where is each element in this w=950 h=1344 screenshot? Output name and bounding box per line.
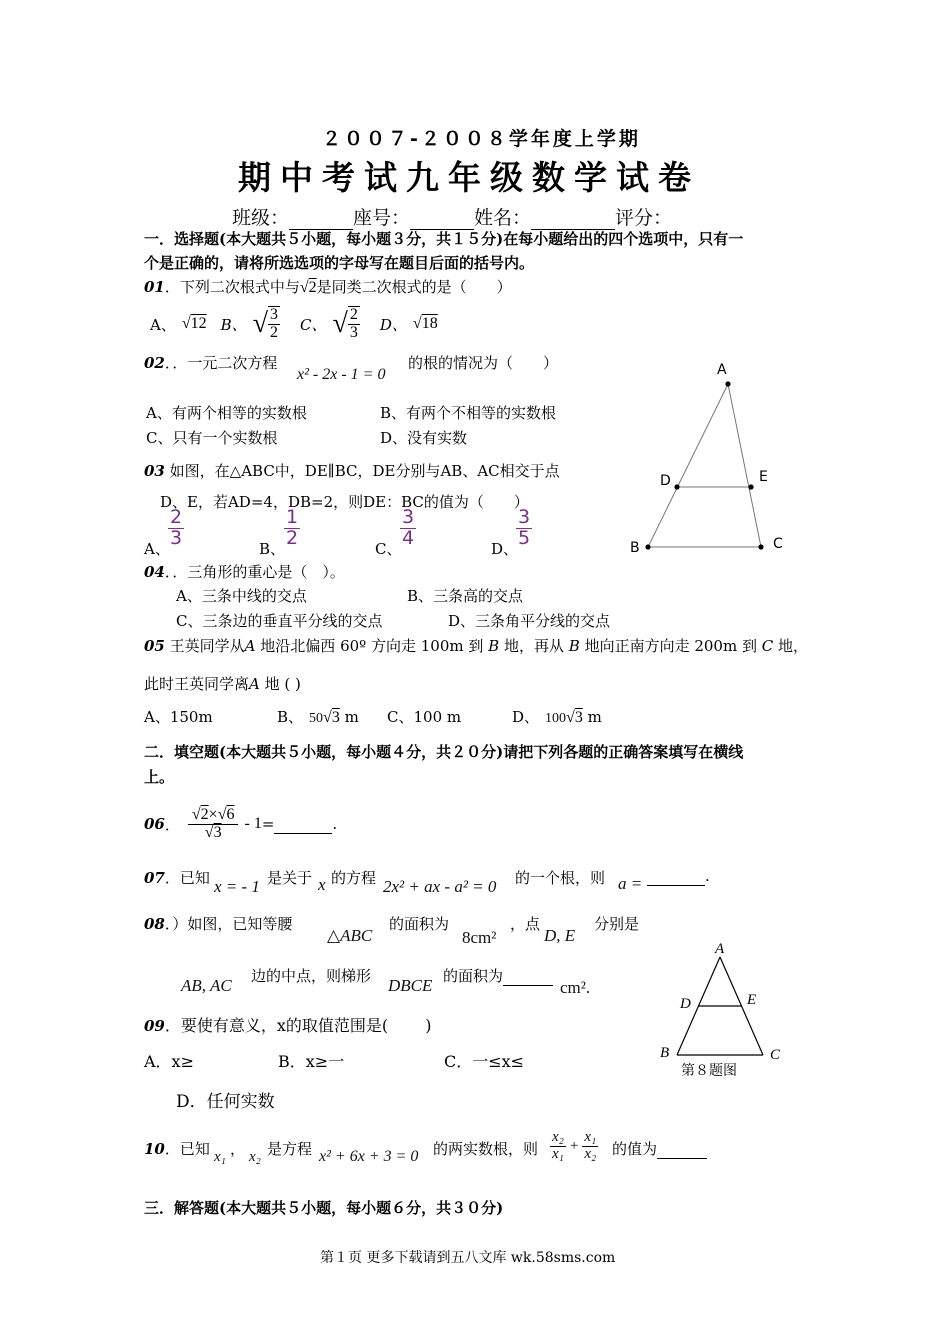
question-06: 06 ． $\frac{√2\times√6}{√3}$ - 1 = .	[144, 805, 338, 841]
triangle-figure-8	[652, 935, 802, 1085]
q05-option-a: A、150m	[144, 708, 213, 726]
q09-option-c: C．一≤x≤	[444, 1052, 525, 1071]
q01-option-a-label: A、	[150, 315, 176, 334]
fig2-label-e: E	[747, 992, 757, 1008]
question-02	[144, 352, 277, 373]
q10-expression: $\frac{\text{x₂}}{\text{x₁}}$ + $\frac{\text{x₁}}{\text{x₂}}$	[552, 1129, 597, 1162]
q08-number: 08	[144, 915, 165, 933]
q04-option-d: D、三条角平分线的交点	[448, 612, 611, 630]
fig2-caption: 第８题图	[681, 1063, 737, 1079]
q03-option-d-frac: $\frac{3}{5}$	[518, 506, 531, 549]
q09-text: ．要使有意义，x的取值范围是( )	[164, 1016, 432, 1035]
q02-option-d: D、没有实数	[380, 429, 468, 447]
q06-fraction: $\frac{√2\times√6}{√3}$	[188, 807, 239, 842]
question-03	[144, 460, 560, 481]
student-info-row	[232, 203, 672, 230]
q10-text-b: 是方程	[267, 1140, 313, 1158]
section3-heading: 三．解答题(本大题共５小题，每小题６分，共３０分)	[144, 1199, 504, 1217]
section1-heading-line1: 一．选择题(本大题共５小题，每小题３分，共１５分)在每小题给出的四个选项中，只有一	[144, 230, 744, 248]
q02-number: 02	[144, 354, 165, 372]
q03-option-c-frac: $\frac{3}{4}$	[402, 506, 415, 549]
q07-text-b: 是关于	[267, 869, 313, 887]
q02-option-a: A、有两个相等的实数根	[146, 404, 307, 422]
name-label: 姓名：	[474, 207, 532, 229]
question-08: 08．）如图，已知等腰	[144, 915, 293, 933]
seat-blank[interactable]	[410, 207, 474, 230]
fig1-point-e	[748, 484, 753, 489]
class-label: 班级：	[232, 207, 290, 229]
q07-text-d: 的一个根，则	[515, 869, 606, 887]
q03-option-b-frac: $\frac{1}{2}$	[286, 506, 299, 549]
q05-line2: 此时王英同学离A 地 ( )	[144, 675, 301, 693]
q10-x2: x₂	[249, 1149, 261, 1165]
q02-option-c: C、只有一个实数根	[146, 429, 278, 447]
q07-equation: 2x² + ax - a² = 0	[383, 877, 497, 896]
q01-sqrt-2: √2	[299, 279, 317, 296]
seat-label: 座号：	[353, 207, 411, 229]
q08-triangle: △ABC	[327, 926, 373, 945]
section2-heading-line1: 二．填空题(本大题共５小题，每小题４分，共２０分)请把下列各题的正确答案填写在横线	[144, 743, 744, 761]
q03-option-a-label: A、	[144, 540, 170, 558]
q06-answer-blank[interactable]	[274, 815, 332, 834]
q03-option-d-label: D、	[491, 540, 519, 558]
q08-trapezoid: DBCE	[388, 976, 433, 995]
q07-condition: x = - 1	[214, 877, 260, 896]
q01-options	[150, 302, 438, 346]
q02-text-a: ．．一元二次方程	[164, 354, 278, 372]
q07-number: 07	[144, 869, 165, 887]
q07-answer-blank[interactable]	[647, 867, 705, 886]
q01-text-b: 是同类二次根式的是（ ）	[316, 278, 512, 296]
name-blank[interactable]	[531, 207, 615, 230]
q01-option-a-value: √12	[181, 315, 207, 332]
q10-answer-blank[interactable]	[657, 1140, 707, 1159]
q10-number: 10	[144, 1140, 165, 1158]
q04-number: 04	[144, 563, 165, 581]
q02-equation: x² - 2x - 1 = 0	[297, 366, 386, 383]
question-01	[144, 276, 512, 297]
q03-line1: 如图，在△ABC中，DE∥BC，DE分别与AB、AC相交于点	[169, 462, 560, 480]
q01-text-a: ．下列二次根式中与	[164, 278, 300, 296]
section1-heading-line2: 个是正确的，请将所选选项的字母写在题目后面的括号内。	[144, 254, 535, 272]
q05-option-c: C、100 m	[387, 708, 462, 726]
q01-option-d-label: D、	[379, 315, 407, 334]
q04-option-c: C、三条边的垂直平分线的交点	[176, 612, 383, 630]
q10-x1: x₁	[214, 1149, 226, 1165]
class-blank[interactable]	[289, 207, 353, 230]
q07-answer: .	[647, 867, 710, 886]
q10-text-d: 的值为	[612, 1138, 707, 1159]
q01-option-c-value: √ $\frac{2}{3}$	[332, 306, 358, 341]
q01-option-b-value: √ $\frac{3}{2}$	[252, 306, 279, 341]
q03-option-b-label: B、	[259, 540, 286, 558]
q07-text-c: 的方程	[331, 869, 377, 887]
q08-text-d: 分别是	[594, 915, 640, 933]
q09-number: 09	[144, 1017, 165, 1035]
fig2-label-c: C	[770, 1047, 781, 1063]
q01-option-d-value: √18	[412, 315, 438, 332]
question-09	[144, 1013, 431, 1036]
q03-option-c-label: C、	[375, 540, 402, 558]
q07-ask: a =	[618, 874, 643, 893]
q08-answer-blank[interactable]	[503, 967, 553, 986]
q04-option-a: A、三条中线的交点	[176, 587, 307, 605]
fig1-point-c	[758, 544, 763, 549]
q04-option-b: B、三条高的交点	[407, 587, 524, 605]
exam-year-line: ２００７-２００８学年度上学期	[322, 128, 641, 150]
q03-number: 03	[144, 462, 165, 480]
fig1-label-a: A	[717, 362, 727, 378]
q01-option-b-label: B、	[220, 315, 247, 334]
q05-option-b: B、 50√3 m	[277, 708, 359, 726]
triangle-figure-1	[620, 355, 800, 565]
q06-number: 06	[144, 815, 165, 833]
q09-option-d: D．任何实数	[176, 1092, 275, 1112]
q08-text-b: 的面积为	[389, 915, 450, 933]
q03-option-a-frac: $\frac{2}{3}$	[170, 506, 183, 549]
section2-heading-line2: 上。	[144, 768, 175, 786]
q08-sides: AB, AC	[181, 976, 232, 995]
score-label: 评分：	[615, 207, 673, 229]
fig1-label-c: C	[773, 536, 783, 552]
q02-text-b: 的根的情况为（ ）	[408, 354, 559, 372]
q10-text-c: 的两实数根，则	[433, 1140, 539, 1158]
fig1-label-d: D	[660, 473, 671, 489]
question-04	[144, 561, 345, 582]
fig1-point-a	[725, 381, 730, 386]
q08-text-e: 边的中点，则梯形	[251, 967, 372, 985]
fig1-point-b	[645, 544, 650, 549]
exam-title: 期中考试九年级数学试卷	[238, 158, 700, 197]
q05-option-d: D、 100√3 m	[512, 708, 602, 726]
q01-option-c-label: C、	[300, 315, 327, 334]
q08-unit: cm².	[560, 978, 591, 997]
q10-equation: x² + 6x + 3 = 0	[319, 1148, 419, 1165]
fig2-label-a: A	[715, 941, 725, 957]
q05-number: 05	[144, 637, 165, 655]
fig2-label-d: D	[680, 996, 691, 1012]
fig1-point-d	[674, 484, 679, 489]
question-07: 07．已知	[144, 869, 210, 887]
q08-text-c: ，点	[510, 915, 541, 933]
q09-option-a: A．x≥	[144, 1052, 194, 1071]
q02-option-b: B、有两个不相等的实数根	[380, 404, 557, 422]
q09-option-b: B．x≥一	[278, 1052, 345, 1071]
fig1-label-e: E	[759, 469, 768, 485]
q01-number: 01	[144, 278, 165, 296]
q08-text-f: 的面积为	[443, 965, 553, 986]
q08-points: D, E	[544, 926, 576, 945]
q08-area: 8cm²	[462, 928, 497, 947]
question-05: 05 王英同学从A 地沿北偏西 60º 方向走 100m 到 B 地，再从 B 地向正南方向走 200m 到 C 地，	[144, 637, 809, 655]
q10-comma: ，	[230, 1140, 246, 1158]
page-footer: 第１页 更多下载请到五八文库 wk.58sms.com	[320, 1250, 616, 1266]
question-10: 10．已知	[144, 1140, 210, 1158]
q07-var: x	[318, 875, 326, 894]
fig2-label-b: B	[660, 1045, 670, 1061]
q03-line2: D、E，若AD=4，DB=2，则DE：BC的值为（ ）	[160, 493, 529, 511]
fig1-label-b: B	[630, 540, 640, 556]
q04-text: ．．三角形的重心是（ ）。	[164, 563, 345, 581]
